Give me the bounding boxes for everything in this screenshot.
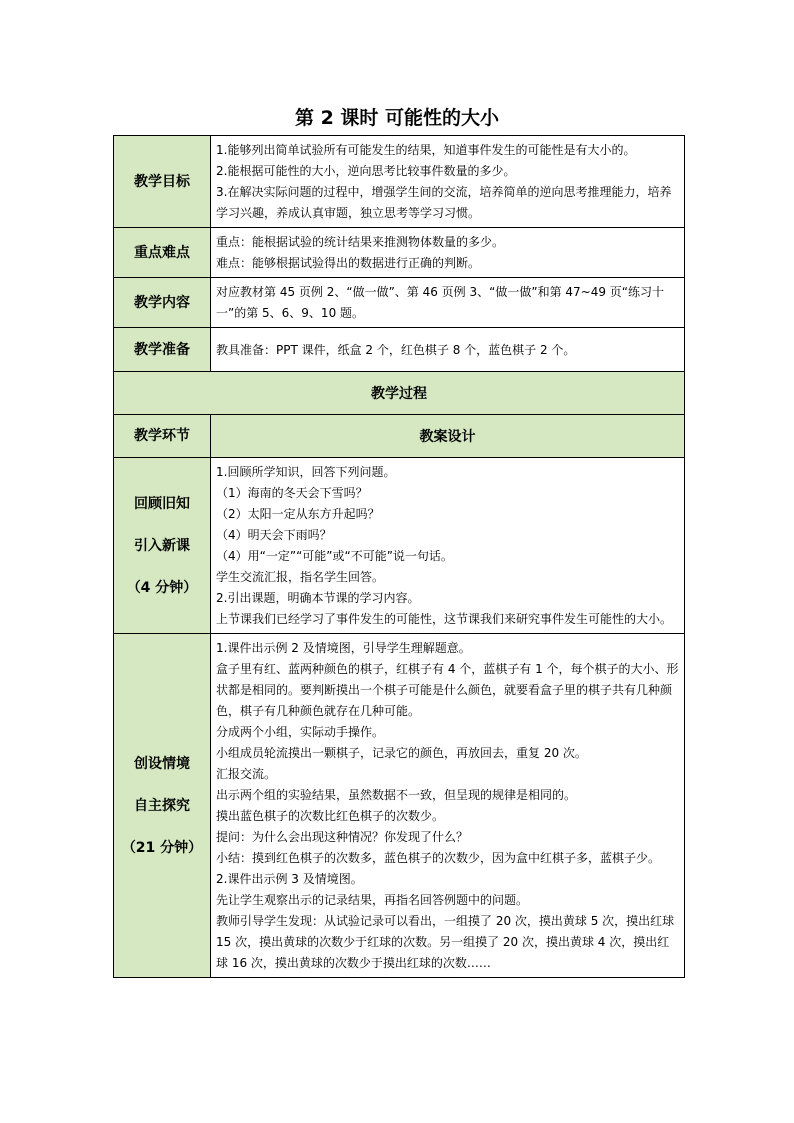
row-goals: [114, 136, 685, 228]
stage1-line: 学生交流汇报，指名学生回答。: [216, 570, 385, 584]
keypoint-line: 难点：能够根据试验得出的数据进行正确的判断。: [216, 256, 481, 270]
label-content: 教学内容: [114, 278, 211, 328]
stage2-line: 汇报交流。: [216, 767, 277, 781]
stage1-line: （4）明天会下雨吗？: [216, 528, 332, 542]
stage2-line: 先让学生观察出示的记录结果，再指名回答例题中的问题。: [216, 893, 529, 907]
stage2-line: 提问：为什么会出现这种情况？你发现了什么？: [216, 830, 469, 844]
stage1-line: （1）海南的冬天会下雪吗？: [216, 486, 368, 500]
content-line: 对应教材第 45 页例 2、“做一做”、第 46 页例 3、“做一做”和第 47~49 页“练习十一”的第 5、6、9、10 题。: [216, 285, 665, 320]
stage2-line: 摸出蓝色棋子的次数比红色棋子的次数少。: [216, 809, 445, 823]
label-keypoints: 重点难点: [114, 228, 211, 278]
row-stage2: [114, 634, 685, 978]
stage1-line: （4）用“一定”“可能”或“不可能”说一句话。: [216, 549, 453, 563]
label-stage2: [114, 634, 211, 978]
content-prep: [211, 328, 685, 372]
stage2-line: 分成两个小组，实际动手操作。: [216, 725, 385, 739]
goal-line: 3.在解决实际问题的过程中，增强学生间的交流，培养简单的逆向思考推理能力，培养学习兴趣，养成认真审题，独立思考等学习习惯。: [216, 185, 672, 220]
column-stage: 教学环节: [114, 415, 211, 458]
process-header: 教学过程: [114, 372, 685, 415]
row-prep: [114, 328, 685, 372]
row-content: [114, 278, 685, 328]
stage2-line: 小组成员轮流摸出一颗棋子，记录它的颜色，再放回去，重复 20 次。: [216, 746, 587, 760]
stage2-line: 小结：摸到红色棋子的次数多，蓝色棋子的次数少，因为盒中红棋子多，蓝棋子少。: [216, 851, 661, 865]
stage1-line: 上节课我们已经学习了事件发生的可能性，这节课我们来研究事件发生可能性的大小。: [216, 612, 673, 626]
stage1-line: （2）太阳一定从东方升起吗？: [216, 507, 380, 521]
stage1-line: 1.回顾所学知识，回答下列问题。: [216, 465, 396, 479]
column-design: 教案设计: [211, 415, 685, 458]
stage2-line: 2.课件出示例 3 及情境图。: [216, 872, 363, 886]
content-stage2: [211, 634, 685, 978]
stage2-label-line: （21 分钟）: [121, 839, 203, 856]
stage2-line: 盒子里有红、蓝两种颜色的棋子，红棋子有 4 个，蓝棋子有 1 个，每个棋子的大小、形状都是相同的。要判断摸出一个棋子可能是什么颜色，就要看盒子里的棋子共有几种颜色，棋子有几种颜色就存在几种可能。: [216, 662, 679, 718]
stage1-label-line: （4 分钟）: [126, 579, 198, 596]
label-stage1: [114, 458, 211, 634]
content-content: [211, 278, 685, 328]
stage2-label-line: 自主探究: [134, 797, 190, 814]
stage2-line: 教师引导学生发现：从试验记录可以看出，一组摸了 20 次，摸出黄球 5 次，摸出红球 15 次，摸出黄球的次数少于红球的次数。另一组摸了 20 次，摸出黄球 4 次，摸出红球 16 次，摸出黄球的次数少于摸出红球的次数……: [216, 914, 675, 970]
page-title: 第 2 课时 可能性的大小: [294, 107, 500, 129]
stage2-label-line: 创设情境: [134, 755, 190, 772]
stage1-label-line: 引入新课: [134, 537, 190, 554]
label-goals: 教学目标: [114, 136, 211, 228]
keypoint-line: 重点：能根据试验的统计结果来推测物体数量的多少。: [216, 235, 505, 249]
prep-line: 教具准备：PPT 课件，纸盒 2 个，红色棋子 8 个，蓝色棋子 2 个。: [216, 342, 576, 357]
stage2-line: 出示两个组的实验结果，虽然数据不一致，但呈现的规律是相同的。: [216, 788, 577, 802]
content-stage1: [211, 458, 685, 634]
stage2-line: 1.课件出示例 2 及情境图，引导学生理解题意。: [216, 641, 471, 655]
stage1-line: 2.引出课题，明确本节课的学习内容。: [216, 591, 420, 605]
content-goals: [211, 136, 685, 228]
content-keypoints: [211, 228, 685, 278]
lesson-plan-table: [113, 135, 685, 978]
row-column-headers: [114, 415, 685, 458]
label-prep: 教学准备: [114, 328, 211, 372]
row-stage1: [114, 458, 685, 634]
goal-line: 1.能够列出简单试验所有可能发生的结果，知道事件发生的可能性是有大小的。: [216, 143, 636, 157]
goal-line: 2.能根据可能性的大小，逆向思考比较事件数量的多少。: [216, 164, 516, 178]
row-keypoints: [114, 228, 685, 278]
row-process-header: [114, 372, 685, 415]
stage1-label-line: 回顾旧知: [134, 495, 190, 512]
